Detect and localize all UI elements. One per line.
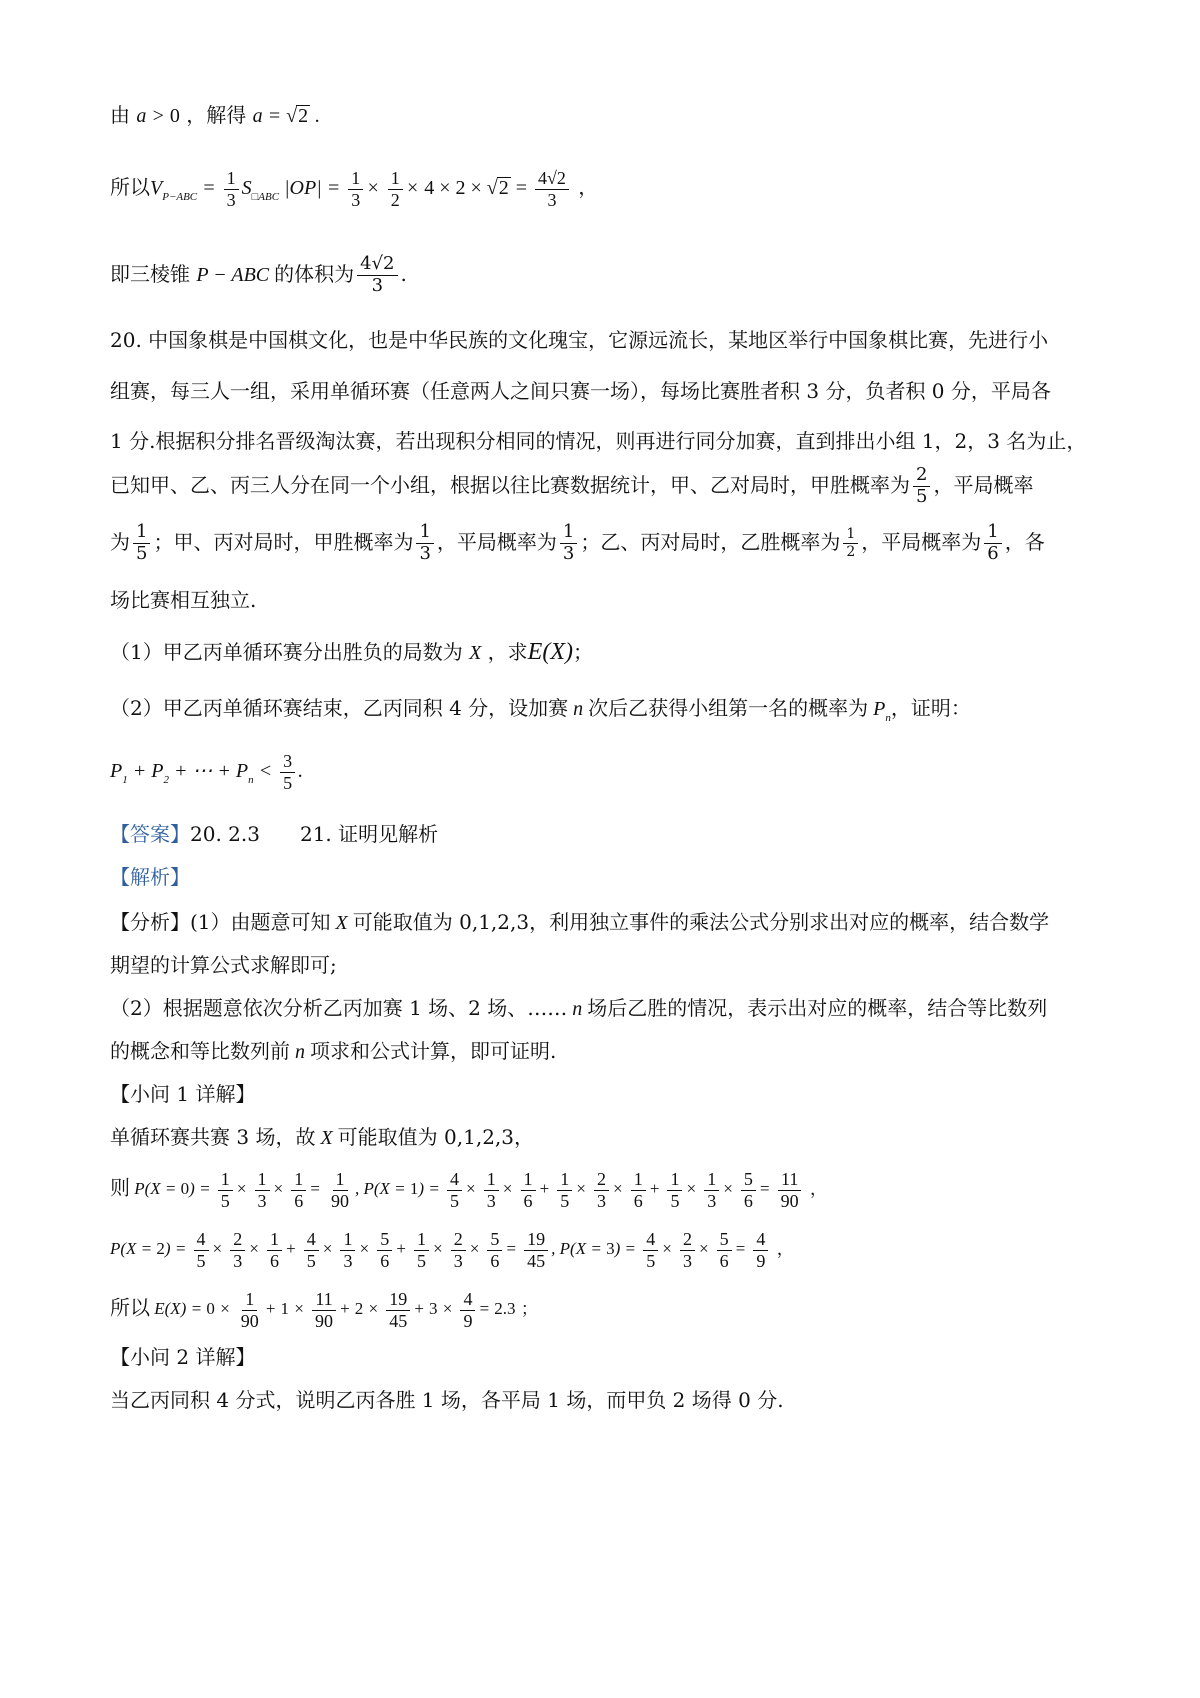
- problem-20-line-4: [110, 465, 1090, 508]
- text: ，各: [1004, 529, 1045, 554]
- analysis-tag: [110, 867, 1090, 887]
- probability-line-1: 则 P(X = 0) = $\frac{1}{5}$ × $\frac{1}{3}$ × $\frac{1}{6}$ = $\frac{1}{90}$ , P(X = 1) = $\frac{4}{5}$ × $\frac{1}{3}$ × $\frac{1}{6}$ + $\frac{1}{5}$ × $\frac{2}{3}$ × $\frac{1}{6}$ + $\frac{1}{5}$ × $\frac{1}{3}$ × $\frac{5}{6}$ = $\frac{11}{90}$ ，: [110, 1169, 828, 1211]
- fraction: $\frac{1}{3}$: [560, 522, 577, 565]
- problem-20-line-1: 20. 中国象棋是中国棋文化，也是中华民族的文化瑰宝，它源远流长，某地区举行中国象棋比赛，先进行小: [110, 328, 1049, 352]
- fraction: $\frac{2}{5}$: [913, 465, 930, 508]
- text: 单循环赛共赛 3 场，故: [110, 1125, 316, 1149]
- analysis-line-1: [110, 912, 1090, 933]
- math: P(X = 2) = $\frac{4}{5}$ × $\frac{2}{3}$ × $\frac{1}{6}$ + $\frac{4}{5}$ × $\frac{1}{3}$ × $\frac{5}{6}$ + $\frac{1}{5}$ × $\frac{2}{3}$ × $\frac{5}{6}$ = $\frac{19}{45}$ , P(X = 3) = $\frac{4}{5}$ × $\frac{2}{3}$ × $\frac{5}{6}$ = $\frac{4}{9}$: [110, 1239, 771, 1258]
- fraction: $\frac{1}{2}$: [843, 526, 858, 560]
- analysis-line-4: [110, 1041, 1090, 1062]
- text: 的体积为: [274, 261, 355, 286]
- detail-line-1: [110, 1127, 1090, 1148]
- detail-line-2: 当乙丙同积 4 分式，说明乙丙各胜 1 场，各平局 1 场，而甲负 2 场得 0 分.: [110, 1388, 784, 1412]
- math: n: [568, 698, 589, 720]
- text: 次后乙获得小组第一名的概率为: [588, 696, 869, 720]
- problem-20-line-3: 1 分.根据积分排名晋级淘汰赛，若出现积分相同的情况，则再进行同分加赛，直到排出小组 1，2，3 名为止，: [110, 429, 1087, 453]
- fraction: $\frac{4√2}{3}$: [357, 254, 397, 297]
- math: $P_n$: [868, 698, 891, 724]
- text: 则: [110, 1175, 130, 1200]
- text: 场后乙胜的情况，表示出对应的概率，结合等比数列: [587, 996, 1048, 1020]
- math: E(X): [527, 639, 573, 665]
- text: 项求和公式计算，即可证明.: [310, 1039, 557, 1063]
- probability-line-2: P(X = 2) = $\frac{4}{5}$ × $\frac{2}{3}$ × $\frac{1}{6}$ + $\frac{4}{5}$ × $\frac{1}{3}$ × $\frac{5}{6}$ + $\frac{1}{5}$ × $\frac{2}{3}$ × $\frac{5}{6}$ = $\frac{19}{45}$ , P(X = 3) = $\frac{4}{5}$ × $\frac{2}{3}$ × $\frac{5}{6}$ = $\frac{4}{9}$ ，: [110, 1229, 794, 1271]
- text: （2）甲乙丙单循环赛结束，乙丙同积 4 分，设加赛: [110, 696, 569, 720]
- text: ；乙、丙对局时，乙胜概率为: [580, 529, 841, 554]
- text: 已知甲、乙、丙三人分在同一个小组，根据以往比赛数据统计，甲、乙对局时，甲胜概率为: [110, 472, 910, 497]
- analysis-line-2: 期望的计算公式求解即可;: [110, 953, 337, 977]
- problem-20-line-2: 组赛，每三人一组，采用单循环赛（任意两人之间只赛一场），每场比赛胜者积 3 分，负者积 0 分，平局各: [110, 379, 1051, 403]
- text: 可能取值为 0,1,2,3，: [337, 1125, 534, 1149]
- text: ，求: [487, 640, 528, 664]
- answer-tag: 【答案】: [110, 822, 190, 846]
- text: （1）甲乙丙单循环赛分出胜负的局数为: [110, 640, 463, 664]
- math: n: [567, 998, 588, 1020]
- line-volume-formula: 所以$V_{P-ABC}$ = $\frac{1}{3}$ $S_{□ABC}$ |OP| = $\frac{1}{3}$ × $\frac{1}{2}$ × 4 × 2 × √2 = $\frac{4√2}{3}$ ，: [110, 168, 599, 210]
- math: P − ABC: [196, 263, 275, 286]
- text: （2）根据题意依次分析乙丙加赛 1 场、2 场、……: [110, 996, 568, 1020]
- analysis-label: 【解析】: [110, 865, 190, 889]
- text: ；甲、丙对局时，甲胜概率为: [153, 529, 414, 554]
- math: $P_1 + P_2$ + ⋯ + $P_n$ < $\frac{3}{5}$ .: [110, 751, 304, 793]
- answer-21: 21. 证明见解析: [299, 822, 439, 846]
- text: 由: [110, 103, 130, 127]
- line-a-solution: [110, 105, 1090, 126]
- math: $V_{P-ABC}$ = $\frac{1}{3}$ $S_{□ABC}$ |OP| = $\frac{1}{3}$ × $\frac{1}{2}$ × 4 × 2 × √2 = $\frac{4√2}{3}$: [150, 177, 572, 199]
- math: E(X) = 0 × $\frac{1}{90}$ + 1 × $\frac{11}{90}$ + 2 × $\frac{19}{45}$ + 3 × $\frac{4}{9}$ = 2.3: [150, 1289, 516, 1331]
- text: 所以: [110, 1295, 150, 1320]
- text: 可能取值为 0,1,2,3，利用独立事件的乘法公式分别求出对应的概率，结合数学: [352, 910, 1050, 934]
- math: X: [315, 1127, 338, 1149]
- fraction: $\frac{1}{6}$: [984, 522, 1001, 565]
- math: X: [330, 912, 353, 934]
- inequality: [110, 751, 1090, 794]
- math: a > 0: [136, 105, 180, 127]
- text: ；: [572, 640, 593, 664]
- answer-line: [110, 824, 1090, 844]
- text: ，证明：: [890, 696, 971, 720]
- fraction: $\frac{1}{3}$: [416, 522, 433, 565]
- subquestion-1-heading: 【小问 1 详解】: [110, 1082, 256, 1106]
- math: P(X = 0) = $\frac{1}{5}$ × $\frac{1}{3}$ × $\frac{1}{6}$ = $\frac{1}{90}$ , P(X = 1) = $\frac{4}{5}$ × $\frac{1}{3}$ × $\frac{1}{6}$ + $\frac{1}{5}$ × $\frac{2}{3}$ × $\frac{1}{6}$ + $\frac{1}{5}$ × $\frac{1}{3}$ × $\frac{5}{6}$ = $\frac{11}{90}$: [130, 1179, 805, 1198]
- fraction: $\frac{1}{5}$: [133, 522, 150, 565]
- text: ，平局概率为: [861, 529, 982, 554]
- problem-20-line-6: 场比赛相互独立.: [110, 588, 257, 612]
- problem-20-line-5: [110, 522, 1090, 565]
- text: ，解得: [186, 103, 247, 127]
- math: a = √2 .: [252, 105, 321, 127]
- math: X: [469, 642, 482, 664]
- analysis-line-3: [110, 998, 1090, 1019]
- text: 即三棱锥: [110, 261, 190, 286]
- question-2: [110, 698, 1090, 724]
- math: n: [290, 1041, 310, 1063]
- text: 【分析】(1）由题意可知: [110, 910, 331, 934]
- text: 为: [110, 529, 130, 554]
- text: ，平局概率: [933, 472, 1034, 497]
- answer-20: 20. 2.3: [190, 822, 260, 846]
- expectation-line: 所以 E(X) = 0 × $\frac{1}{90}$ + 1 × $\frac{11}{90}$ + 2 × $\frac{19}{45}$ + 3 × $\frac{4}{9}$ = 2.3 ；: [110, 1289, 538, 1331]
- text: 的概念和等比数列前: [110, 1039, 290, 1063]
- text: 所以: [110, 174, 150, 199]
- text: ，平局概率为: [436, 529, 557, 554]
- subquestion-2-heading: 【小问 2 详解】: [110, 1345, 256, 1369]
- line-pyramid-volume: 即三棱锥 P − ABC 的体积为 $\frac{4√2}{3}$ .: [110, 253, 407, 296]
- question-1: [110, 640, 1090, 664]
